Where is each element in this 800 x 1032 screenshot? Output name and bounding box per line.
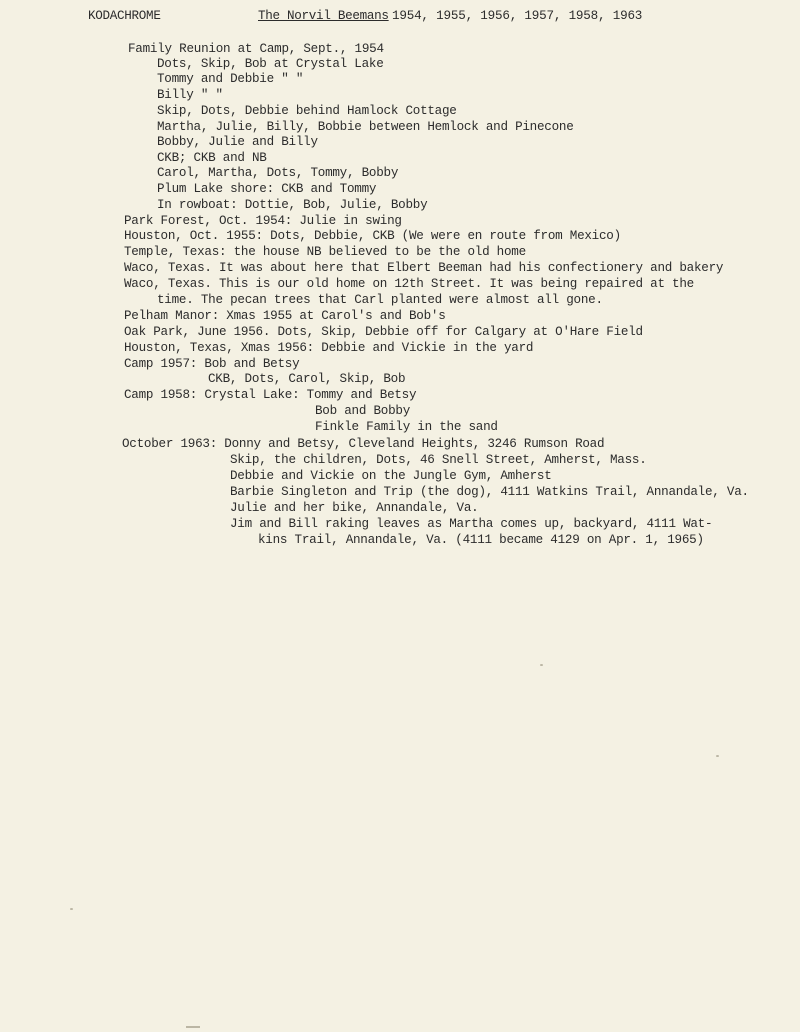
list-item: Pelham Manor: Xmas 1955 at Carol's and Bob's (124, 309, 446, 323)
list-item: October 1963: Donny and Betsy, Cleveland Heights, 3246 Rumson Road (122, 437, 605, 451)
list-item: kins Trail, Annandale, Va. (4111 became 4129 on Apr. 1, 1965) (258, 533, 704, 547)
list-item: time. The pecan trees that Carl planted were almost all gone. (157, 293, 603, 307)
list-item: Oak Park, June 1956. Dots, Skip, Debbie off for Calgary at O'Hare Field (124, 325, 643, 339)
list-item: Debbie and Vickie on the Jungle Gym, Amherst (230, 469, 552, 483)
list-item: Carol, Martha, Dots, Tommy, Bobby (157, 166, 399, 180)
list-item: Tommy and Debbie " " (157, 72, 304, 86)
paper-speck (186, 1026, 200, 1028)
list-item: Plum Lake shore: CKB and Tommy (157, 182, 377, 196)
list-item: Jim and Bill raking leaves as Martha comes up, backyard, 4111 Wat- (230, 517, 713, 531)
list-item: Park Forest, Oct. 1954: Julie in swing (124, 214, 402, 228)
list-item: Julie and her bike, Annandale, Va. (230, 501, 479, 515)
list-item: Bobby, Julie and Billy (157, 135, 318, 149)
list-item: Waco, Texas. This is our old home on 12th Street. It was being repaired at the (124, 277, 694, 291)
list-item: Houston, Oct. 1955: Dots, Debbie, CKB (We were en route from Mexico) (124, 229, 621, 243)
list-item: Temple, Texas: the house NB believed to be the old home (124, 245, 526, 259)
list-item: Martha, Julie, Billy, Bobbie between Hemlock and Pinecone (157, 120, 574, 134)
header-years: 1954, 1955, 1956, 1957, 1958, 1963 (392, 9, 643, 23)
list-item: Camp 1958: Crystal Lake: Tommy and Betsy (124, 388, 417, 402)
list-item: CKB; CKB and NB (157, 151, 267, 165)
list-item: Barbie Singleton and Trip (the dog), 4111 Watkins Trail, Annandale, Va. (230, 485, 749, 499)
paper-speck (716, 755, 719, 757)
header-film-label: KODACHROME (88, 9, 161, 23)
paper-speck (540, 664, 543, 666)
header-title: The Norvil Beemans (258, 9, 389, 23)
list-item: Dots, Skip, Bob at Crystal Lake (157, 57, 384, 71)
list-item: Houston, Texas, Xmas 1956: Debbie and Vickie in the yard (124, 341, 534, 355)
list-item: In rowboat: Dottie, Bob, Julie, Bobby (157, 198, 428, 212)
list-item: Skip, Dots, Debbie behind Hamlock Cottage (157, 104, 457, 118)
list-item: Bob and Bobby (315, 404, 410, 418)
document-header (88, 9, 788, 29)
list-item: Finkle Family in the sand (315, 420, 498, 434)
list-item: Skip, the children, Dots, 46 Snell Street, Amherst, Mass. (230, 453, 647, 467)
list-item: Family Reunion at Camp, Sept., 1954 (128, 42, 384, 56)
list-item: CKB, Dots, Carol, Skip, Bob (208, 372, 406, 386)
paper-speck (70, 908, 73, 910)
list-item: Camp 1957: Bob and Betsy (124, 357, 300, 371)
list-item: Billy " " (157, 88, 223, 102)
list-item: Waco, Texas. It was about here that Elbert Beeman had his confectionery and bakery (124, 261, 724, 275)
